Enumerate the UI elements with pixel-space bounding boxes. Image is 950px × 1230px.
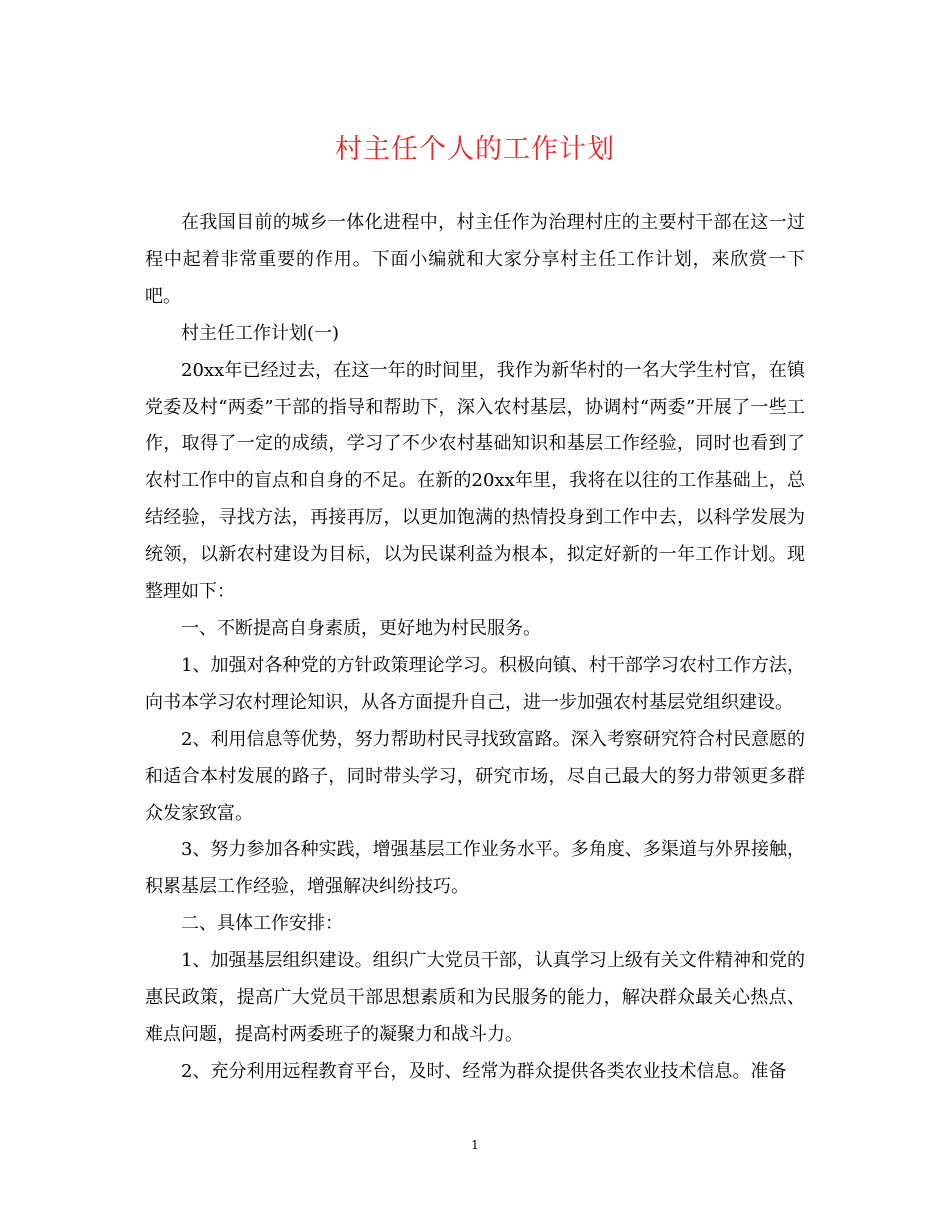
list-item: 2、充分利用远程教育平台，及时、经常为群众提供各类农业技术信息。准备 <box>181 1060 787 1082</box>
list-item: 1、加强基层组织建设。组织广大党员干部，认真学习上级有关文件精神和党的惠民政策，提高广大党员干部思想素质和为民服务的能力，解决群众最关心热点、难点问题，提高村两委班子的凝聚力和战斗力。 <box>145 950 805 1045</box>
intro-paragraph: 在我国目前的城乡一体化进程中，村主任作为治理村庄的主要村干部在这一过程中起着非常重要的作用。下面小编就和大家分享村主任工作计划，来欣赏一下吧。 <box>145 212 805 307</box>
section-heading-plan-one: 村主任工作计划(一) <box>181 322 340 344</box>
section-heading-work-arrangement: 二、具体工作安排： <box>181 913 343 935</box>
summary-paragraph: 20xx年已经过去，在这一年的时间里，我作为新华村的一名大学生村官，在镇党委及村“两委”干部的指导和帮助下，深入农村基层，协调村“两委”开展了一些工作，取得了一定的成绩，学习了不少农村基础知识和基层工作经验，同时也看到了农村工作中的盲点和自身的不足。在新的20xx年里，我将在以往的工作基础上，总结经验，寻找方法，再接再厉，以更加饱满的热情投身到工作中去，以科学发展为统领，以新农村建设为目标，以为民谋利益为根本，拟定好新的一年工作计划。现整理如下： <box>145 359 805 603</box>
document-title: 村主任个人的工作计划 <box>335 134 615 165</box>
document-body <box>145 205 805 1091</box>
page-number: 1 <box>471 1138 479 1152</box>
list-item: 2、利用信息等优势，努力帮助村民寻找致富路。深入考察研究符合村民意愿的和适合本村发展的路子，同时带头学习，研究市场，尽自己最大的努力带领更多群众发家致富。 <box>145 728 805 824</box>
list-item: 3、努力参加各种实践，增强基层工作业务水平。多角度、多渠道与外界接触，积累基层工作经验，增强解决纠纷技巧。 <box>145 839 805 898</box>
list-item: 1、加强对各种党的方针政策理论学习。积极向镇、村干部学习农村工作方法，向书本学习农村理论知识，从各方面提升自己，进一步加强农村基层党组织建设。 <box>145 654 805 713</box>
section-heading-self-improvement: 一、不断提高自身素质，更好地为村民服务。 <box>181 617 541 639</box>
